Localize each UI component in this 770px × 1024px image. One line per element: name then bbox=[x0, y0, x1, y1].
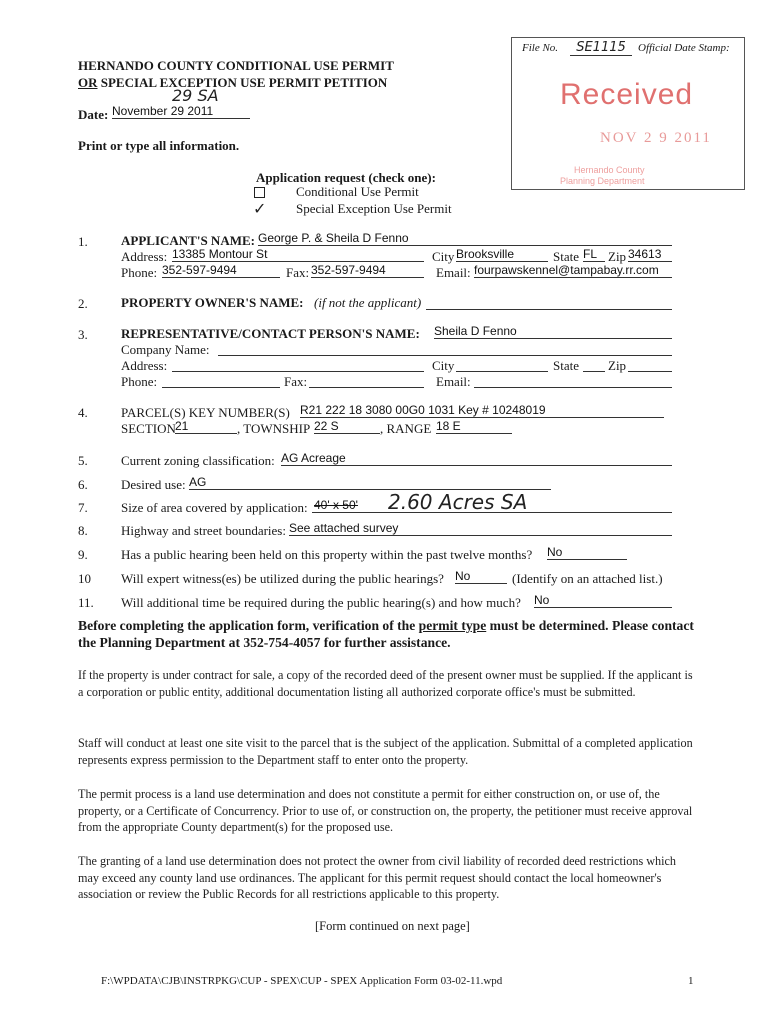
hearing-label: Has a public hearing been held on this property within the past twelve months? bbox=[121, 547, 533, 562]
desired-use-field[interactable]: AG bbox=[189, 475, 551, 490]
address-label: Address: bbox=[121, 249, 168, 264]
received-stamp: Received bbox=[560, 78, 694, 111]
page-number: 1 bbox=[688, 975, 694, 987]
state-label: State bbox=[553, 249, 579, 264]
notice-text-1: Before completing the application form, verification of the bbox=[78, 618, 419, 633]
fax-field[interactable]: 352-597-9494 bbox=[311, 263, 424, 278]
paragraph-site-visit: Staff will conduct at least one site visit to the parcel that is the subject of the application. Submittal of a completed application represents express permission to the Department staff to enter onto the property. bbox=[78, 736, 693, 767]
print-note: Print or type all information. bbox=[78, 138, 240, 153]
official-date-stamp-label: Official Date Stamp: bbox=[638, 42, 730, 54]
highway-label: Highway and street boundaries: bbox=[121, 523, 286, 538]
application-request-heading: Application request (check one): bbox=[256, 170, 436, 185]
form-continued-note: [Form continued on next page] bbox=[315, 919, 470, 933]
item-number-8: 8. bbox=[78, 523, 88, 538]
item-number-4: 4. bbox=[78, 405, 88, 420]
rep-fax-field[interactable] bbox=[309, 373, 424, 388]
rep-email-field[interactable] bbox=[474, 373, 672, 388]
property-owner-label: PROPERTY OWNER'S NAME: bbox=[121, 295, 304, 310]
zoning-label: Current zoning classification: bbox=[121, 453, 275, 468]
item-number-9: 9. bbox=[78, 547, 88, 562]
paragraph-deed: If the property is under contract for sale, a copy of the recorded deed of the present owner must be supplied. If the applicant is a corporation or public entity, additional documentation listing all authorized corporate office's must be submitted. bbox=[78, 668, 693, 699]
file-no-label: File No. bbox=[522, 42, 559, 54]
expert-note: (Identify on an attached list.) bbox=[512, 571, 663, 586]
phone-label: Phone: bbox=[121, 265, 158, 280]
state-field[interactable]: FL bbox=[583, 247, 605, 262]
paragraph-permit-process: The permit process is a land use determination and does not constitute a permit for either construction on, or use of, the property, or a Certificate of Concurrency. Prior to use of, or construction on, the property, the petitioner must receive approval from the appropriate County department(s) for the proposed use. bbox=[78, 787, 693, 834]
size-label: Size of area covered by application: bbox=[121, 500, 308, 515]
item-number-2: 2. bbox=[78, 296, 88, 311]
rep-fax-label: Fax: bbox=[284, 374, 308, 389]
verification-notice bbox=[78, 617, 698, 651]
property-owner-field[interactable] bbox=[426, 296, 672, 310]
desired-use-label: Desired use: bbox=[121, 477, 186, 492]
notice-text-2: must be determined. Please contact the Planning Department at 352-754-4057 for further assistance. bbox=[78, 618, 694, 650]
range-field[interactable]: 18 E bbox=[436, 419, 512, 434]
representative-label: REPRESENTATIVE/CONTACT PERSON'S NAME: bbox=[121, 326, 420, 341]
phone-field[interactable]: 352-597-9494 bbox=[162, 263, 280, 278]
highway-field[interactable]: See attached survey bbox=[289, 521, 672, 536]
rep-state-field[interactable] bbox=[583, 357, 605, 372]
form-title-line1: HERNANDO COUNTY CONDITIONAL USE PERMIT bbox=[78, 58, 394, 73]
range-label: , RANGE bbox=[380, 421, 432, 436]
item-number-5: 5. bbox=[78, 453, 88, 468]
form-title-line2 bbox=[78, 75, 387, 91]
address-field[interactable]: 13385 Montour St bbox=[172, 247, 424, 262]
date-handwritten-note: 29 SA bbox=[172, 86, 219, 105]
rep-phone-field[interactable] bbox=[162, 373, 280, 388]
company-name-field[interactable] bbox=[218, 341, 672, 356]
conditional-use-label: Conditional Use Permit bbox=[296, 184, 419, 199]
size-struck-value: 40' x 50' bbox=[314, 498, 358, 512]
rep-city-field[interactable] bbox=[456, 357, 548, 372]
rep-state-label: State bbox=[553, 358, 579, 373]
received-date: NOV 2 9 2011 bbox=[600, 130, 712, 146]
item-number-7: 7. bbox=[78, 500, 88, 515]
stamp-dept-line2: Planning Department bbox=[560, 176, 645, 186]
rep-email-label: Email: bbox=[436, 374, 471, 389]
hearing-field[interactable]: No bbox=[547, 545, 627, 560]
item-number-1: 1. bbox=[78, 234, 88, 249]
conditional-use-checkbox[interactable] bbox=[254, 187, 265, 198]
date-value[interactable]: November 29 2011 bbox=[112, 104, 250, 119]
footer-file-path: F:\WPDATA\CJB\INSTRPKG\CUP - SPEX\CUP - SPEX Application Form 03-02-11.wpd bbox=[101, 975, 503, 987]
expert-field[interactable]: No bbox=[455, 569, 507, 584]
notice-permit-type: permit type bbox=[418, 618, 487, 633]
rep-zip-label: Zip bbox=[608, 358, 627, 373]
special-exception-checkbox[interactable]: ✓ bbox=[253, 199, 267, 218]
item-number-6: 6. bbox=[78, 477, 88, 492]
rep-phone-label: Phone: bbox=[121, 374, 158, 389]
zip-label: Zip bbox=[608, 249, 627, 264]
fax-label: Fax: bbox=[286, 265, 310, 280]
title-or: OR bbox=[78, 75, 98, 90]
email-field[interactable]: fourpawskennel@tampabay.rr.com bbox=[474, 263, 672, 278]
item-number-10: 10 bbox=[78, 571, 91, 586]
city-field[interactable]: Brooksville bbox=[456, 247, 548, 262]
section-field[interactable]: 21 bbox=[175, 419, 237, 434]
township-field[interactable]: 22 S bbox=[314, 419, 380, 434]
rep-zip-field[interactable] bbox=[628, 357, 672, 372]
additional-time-label: Will additional time be required during the public hearing(s) and how much? bbox=[121, 595, 521, 610]
stamp-dept-line1: Hernando County bbox=[574, 165, 645, 175]
zip-field[interactable]: 34613 bbox=[628, 247, 672, 262]
parcel-key-field[interactable]: R21 222 18 3080 00G0 1031 Key # 10248019 bbox=[300, 403, 664, 418]
email-label: Email: bbox=[436, 265, 471, 280]
applicant-name-field[interactable]: George P. & Sheila D Fenno bbox=[258, 231, 672, 246]
date-label: Date: bbox=[78, 107, 109, 122]
city-label: City bbox=[432, 249, 455, 264]
rep-city-label: City bbox=[432, 358, 455, 373]
parcel-key-label: PARCEL(S) KEY NUMBER(S) bbox=[121, 405, 290, 420]
expert-label: Will expert witness(es) be utilized during the public hearings? bbox=[121, 571, 444, 586]
township-label: , TOWNSHIP bbox=[237, 421, 311, 436]
item-number-11: 11. bbox=[78, 595, 94, 610]
title-line2-rest: SPECIAL EXCEPTION USE PERMIT PETITION bbox=[97, 75, 388, 90]
property-owner-note: (if not the applicant) bbox=[314, 295, 422, 310]
rep-address-label: Address: bbox=[121, 358, 168, 373]
section-label: SECTION bbox=[121, 421, 176, 436]
paragraph-liability: The granting of a land use determination does not protect the owner from civil liability of recorded deed restrictions which may exceed any county land use ordinances. The applicant for this permit request should contact the local homeowner's association or review the Public Records for all restrictions applicable to this property. bbox=[78, 854, 677, 901]
date-stamp-box bbox=[511, 37, 745, 190]
rep-address-field[interactable] bbox=[172, 357, 424, 372]
file-no-value: SE1115 bbox=[570, 40, 632, 56]
additional-time-field[interactable]: No bbox=[534, 593, 672, 608]
special-exception-label: Special Exception Use Permit bbox=[296, 201, 452, 216]
representative-name-field[interactable]: Sheila D Fenno bbox=[434, 324, 672, 339]
item-number-3: 3. bbox=[78, 327, 88, 342]
applicant-name-label: APPLICANT'S NAME: bbox=[121, 233, 255, 248]
company-name-label: Company Name: bbox=[121, 342, 210, 357]
size-handwritten-value[interactable]: 2.60 Acres SA bbox=[388, 490, 528, 514]
zoning-field[interactable]: AG Acreage bbox=[281, 451, 672, 466]
